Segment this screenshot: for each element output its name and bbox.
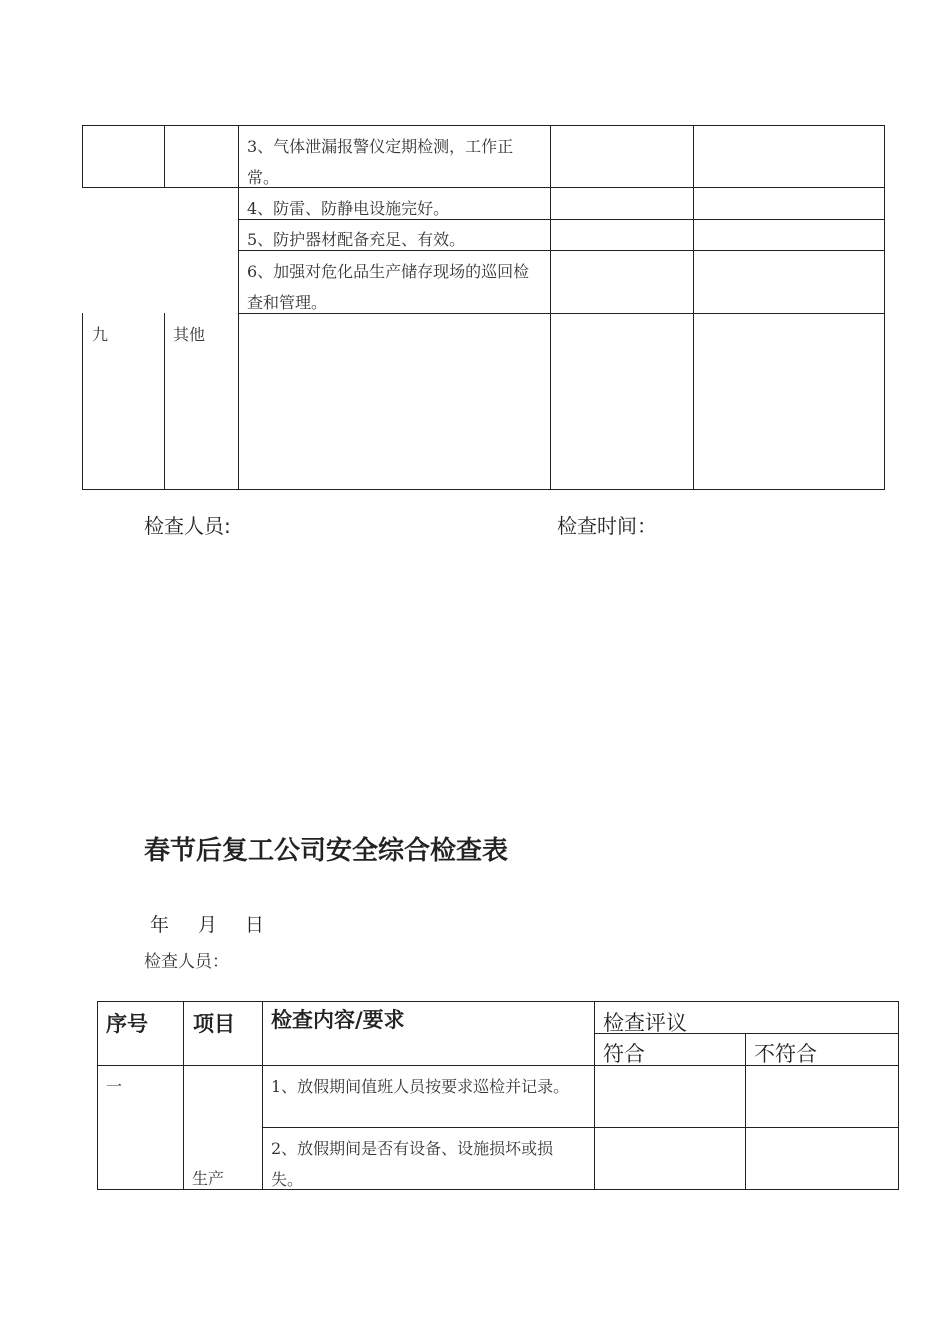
- table-col-divider: [164, 125, 165, 187]
- table-border-left: [97, 1001, 98, 1189]
- table-border-left: [82, 125, 83, 187]
- table-col-divider: [164, 313, 165, 489]
- header-seq: 序号: [106, 1012, 148, 1036]
- table-border-left: [82, 313, 83, 489]
- form-inspector-label: 检查人员：: [144, 952, 229, 972]
- table-border-bottom: [82, 489, 885, 490]
- date-month: 月: [198, 914, 218, 936]
- section-number: 一: [106, 1077, 123, 1096]
- table-cell-content: 1、放假期间值班人员按要求巡检并记录。: [271, 1077, 570, 1096]
- date-year: 年: [150, 914, 170, 936]
- section-item: 生产: [192, 1169, 225, 1188]
- date-day: 日: [245, 914, 265, 936]
- table-border-top: [82, 125, 885, 126]
- table-col-divider: [594, 1001, 595, 1189]
- header-evaluation: 检查评议: [603, 1011, 687, 1035]
- header-content: 检查内容/要求: [271, 1008, 405, 1032]
- table-border-right: [884, 125, 885, 489]
- table-col-divider: [238, 125, 239, 489]
- table-row-divider: [82, 187, 239, 188]
- table-col-divider: [693, 125, 694, 489]
- table-col-divider: [183, 1001, 184, 1189]
- section-item: 其他: [173, 325, 206, 344]
- table-cell-content: 6、加强对危化品生产储存现场的巡回检查和管理。: [247, 262, 530, 312]
- table-cell-content: 5、防护器材配备充足、有效。: [247, 230, 466, 249]
- table-border-right: [898, 1001, 899, 1189]
- header-item: 项目: [193, 1012, 235, 1036]
- table-cell-content: 4、防雷、防静电设施完好。: [247, 199, 450, 218]
- inspector-label: 检查人员:: [144, 514, 231, 538]
- inspection-time-label: 检查时间：: [557, 514, 657, 538]
- table-cell-content: 3、气体泄漏报警仪定期检测，工作正常。: [247, 137, 514, 187]
- section-number: 九: [92, 325, 109, 344]
- form-title: 春节后复工公司安全综合检查表: [144, 836, 509, 866]
- table-cell-content: 2、放假期间是否有设备、设施损坏或损失。: [271, 1139, 554, 1189]
- table-col-divider: [550, 125, 551, 489]
- table-border-top: [97, 1001, 899, 1002]
- header-fail: 不符合: [754, 1042, 817, 1066]
- table-col-divider: [262, 1001, 263, 1189]
- table-row-divider: [262, 1127, 899, 1128]
- table-col-divider: [745, 1033, 746, 1189]
- header-pass: 符合: [603, 1042, 645, 1066]
